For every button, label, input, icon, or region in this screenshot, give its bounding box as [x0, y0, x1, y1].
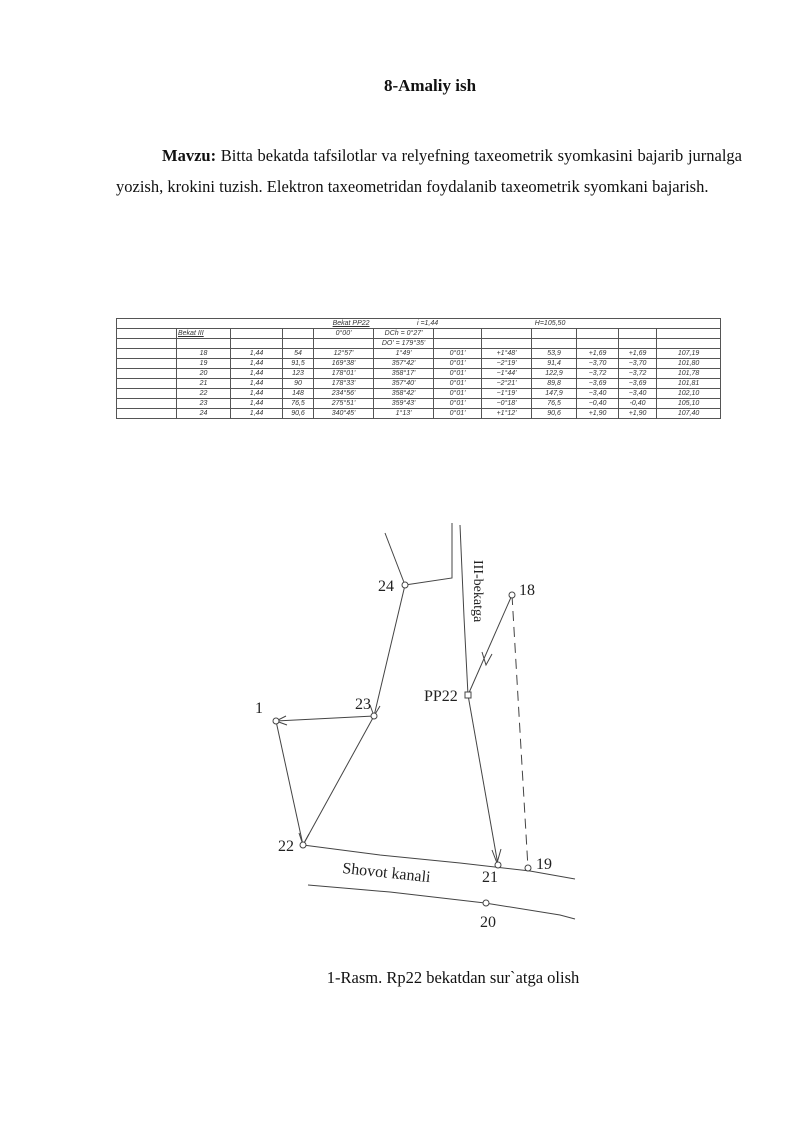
topic-paragraph — [116, 140, 742, 202]
journal-cell: 90,6 — [283, 409, 314, 419]
page-title: 8-Amaliy ish — [383, 76, 477, 95]
direction-line — [460, 525, 468, 695]
journal-cell: 234°56' — [314, 389, 374, 399]
point-22-marker — [300, 842, 306, 848]
journal-cell: +1°12' — [482, 409, 532, 419]
journal-cell: −3,69 — [577, 379, 619, 389]
label-23: 23 — [355, 696, 371, 713]
journal-cell: 358°17' — [374, 369, 434, 379]
journal-cell: 147,9 — [532, 389, 577, 399]
journal-cell: −0°18' — [482, 399, 532, 409]
journal-cell: 0°01' — [434, 389, 482, 399]
direction-label: III-bekatga — [470, 560, 485, 623]
journal-cell: 359°43' — [374, 399, 434, 409]
journal-cell: 53,9 — [532, 349, 577, 359]
journal-orient-row-2 — [117, 339, 721, 349]
journal-cell: 340°45' — [314, 409, 374, 419]
label-pp22: PP22 — [424, 688, 458, 705]
journal-cell: 22 — [177, 389, 231, 399]
survey-journal-table — [116, 318, 721, 419]
journal-row — [117, 349, 721, 359]
journal-lead-cell — [117, 359, 177, 369]
journal-lead-cell — [117, 409, 177, 419]
label-24: 24 — [378, 578, 394, 595]
journal-cell: 0°01' — [434, 349, 482, 359]
journal-cell: 275°51' — [314, 399, 374, 409]
journal-lead-cell — [117, 379, 177, 389]
journal-cell: 54 — [283, 349, 314, 359]
figure-caption: 1-Rasm. Rp22 bekatdan sur`atga olish — [326, 968, 580, 987]
journal-cell: 90,6 — [532, 409, 577, 419]
point-21-marker — [495, 862, 501, 868]
station-header: Bekat PP22 — [332, 320, 370, 327]
journal-lead-cell — [117, 369, 177, 379]
line-23-22 — [303, 716, 374, 845]
journal-cell: 107,19 — [657, 349, 721, 359]
label-20: 20 — [480, 914, 496, 931]
topic-label: Mavzu: — [162, 146, 217, 165]
journal-cell: 101,80 — [657, 359, 721, 369]
journal-cell: 23 — [177, 399, 231, 409]
journal-cell: 105,10 — [657, 399, 721, 409]
journal-cell: −3,70 — [619, 359, 657, 369]
boundary-line-24 — [405, 523, 452, 585]
journal-cell: 107,40 — [657, 409, 721, 419]
journal-cell: 91,4 — [532, 359, 577, 369]
bekat-label: Bekat III — [178, 330, 204, 337]
journal-cell: −0,40 — [577, 399, 619, 409]
journal-cell: 20 — [177, 369, 231, 379]
journal-header-row — [117, 319, 721, 329]
journal-cell: 358°42' — [374, 389, 434, 399]
journal-cell: −3,69 — [619, 379, 657, 389]
station-elevation: H=105,50 — [482, 319, 619, 329]
point-23-marker — [371, 713, 377, 719]
journal-cell: −1°19' — [482, 389, 532, 399]
journal-cell: 1,44 — [231, 409, 283, 419]
journal-row — [117, 379, 721, 389]
journal-row — [117, 399, 721, 409]
journal-cell: 18 — [177, 349, 231, 359]
journal-cell: −2°19' — [482, 359, 532, 369]
journal-cell: 21 — [177, 379, 231, 389]
line-pp22-21 — [468, 695, 498, 865]
survey-sketch — [230, 505, 600, 935]
journal-cell: 91,5 — [283, 359, 314, 369]
journal-cell: 101,78 — [657, 369, 721, 379]
arrow-18 — [482, 652, 492, 665]
line-1-23 — [276, 716, 374, 721]
point-20-marker — [483, 900, 489, 906]
journal-cell: 12°57' — [314, 349, 374, 359]
journal-cell: 169°38' — [314, 359, 374, 369]
journal-cell: 0°01' — [434, 399, 482, 409]
orient-zero: 0°00' — [314, 329, 374, 339]
journal-cell: −3,72 — [619, 369, 657, 379]
journal-cell: 123 — [283, 369, 314, 379]
journal-cell: 148 — [283, 389, 314, 399]
journal-cell: +1,69 — [577, 349, 619, 359]
journal-cell: 178°33' — [314, 379, 374, 389]
journal-orient-row — [117, 329, 721, 339]
journal-cell: 1°49' — [374, 349, 434, 359]
journal-cell: −2°21' — [482, 379, 532, 389]
journal-cell: +1,69 — [619, 349, 657, 359]
journal-cell: 76,5 — [283, 399, 314, 409]
instrument-height: i =1,44 — [374, 319, 482, 329]
journal-rows — [117, 349, 721, 419]
journal-cell: −3,70 — [577, 359, 619, 369]
journal-cell: 76,5 — [532, 399, 577, 409]
journal-cell: 0°01' — [434, 409, 482, 419]
journal-cell: +1°48' — [482, 349, 532, 359]
label-22: 22 — [278, 838, 294, 855]
canal-bank-lower — [308, 885, 575, 919]
journal-cell: −3,40 — [577, 389, 619, 399]
journal-cell: −3,72 — [577, 369, 619, 379]
point-1-marker — [273, 718, 279, 724]
journal-cell: −3,40 — [619, 389, 657, 399]
pp22-marker — [465, 692, 471, 698]
point-19-marker — [525, 865, 531, 871]
point-18-marker — [509, 592, 515, 598]
journal-cell: 1,44 — [231, 349, 283, 359]
journal-cell: 0°01' — [434, 359, 482, 369]
label-21: 21 — [482, 869, 498, 886]
journal-row — [117, 359, 721, 369]
journal-cell: 357°42' — [374, 359, 434, 369]
topic-text: Bitta bekatda tafsilotlar va relyefning taxeometrik syomkasini bajarib jurnalga yozish, krokini tuzish. Elektron taxeometridan foydalanib taxeometrik syomkani bajarish. — [116, 146, 743, 196]
journal-cell: -0,40 — [619, 399, 657, 409]
journal-cell: 19 — [177, 359, 231, 369]
journal-cell: 0°01' — [434, 379, 482, 389]
journal-row — [117, 369, 721, 379]
journal-cell: 102,10 — [657, 389, 721, 399]
orient-dch: DCh = 0°27' — [374, 329, 434, 339]
point-24-marker — [402, 582, 408, 588]
canal-label: Shovot kanali — [341, 860, 432, 887]
label-19: 19 — [536, 856, 552, 873]
journal-cell: −1°44' — [482, 369, 532, 379]
journal-cell: 1,44 — [231, 369, 283, 379]
journal-cell: +1,90 — [619, 409, 657, 419]
journal-row — [117, 409, 721, 419]
journal-lead-cell — [117, 389, 177, 399]
journal-cell: 90 — [283, 379, 314, 389]
orient-do: DO' = 179°35' — [374, 339, 434, 349]
journal-cell: 122,9 — [532, 369, 577, 379]
journal-cell: 0°01' — [434, 369, 482, 379]
journal-cell: 1,44 — [231, 399, 283, 409]
journal-cell: 357°40' — [374, 379, 434, 389]
journal-cell: 89,8 — [532, 379, 577, 389]
journal-cell: 101,81 — [657, 379, 721, 389]
journal-cell: 178°01' — [314, 369, 374, 379]
journal-cell: +1,90 — [577, 409, 619, 419]
journal-cell: 1,44 — [231, 389, 283, 399]
line-18-19 — [512, 595, 528, 868]
journal-cell: 1,44 — [231, 379, 283, 389]
journal-lead-cell — [117, 399, 177, 409]
journal-cell: 1°13' — [374, 409, 434, 419]
journal-cell: 24 — [177, 409, 231, 419]
label-1: 1 — [255, 700, 263, 717]
journal-lead-cell — [117, 349, 177, 359]
journal-cell: 1,44 — [231, 359, 283, 369]
line-24-23 — [374, 585, 405, 716]
line-22-1 — [276, 721, 303, 845]
journal-row — [117, 389, 721, 399]
label-18: 18 — [519, 582, 535, 599]
